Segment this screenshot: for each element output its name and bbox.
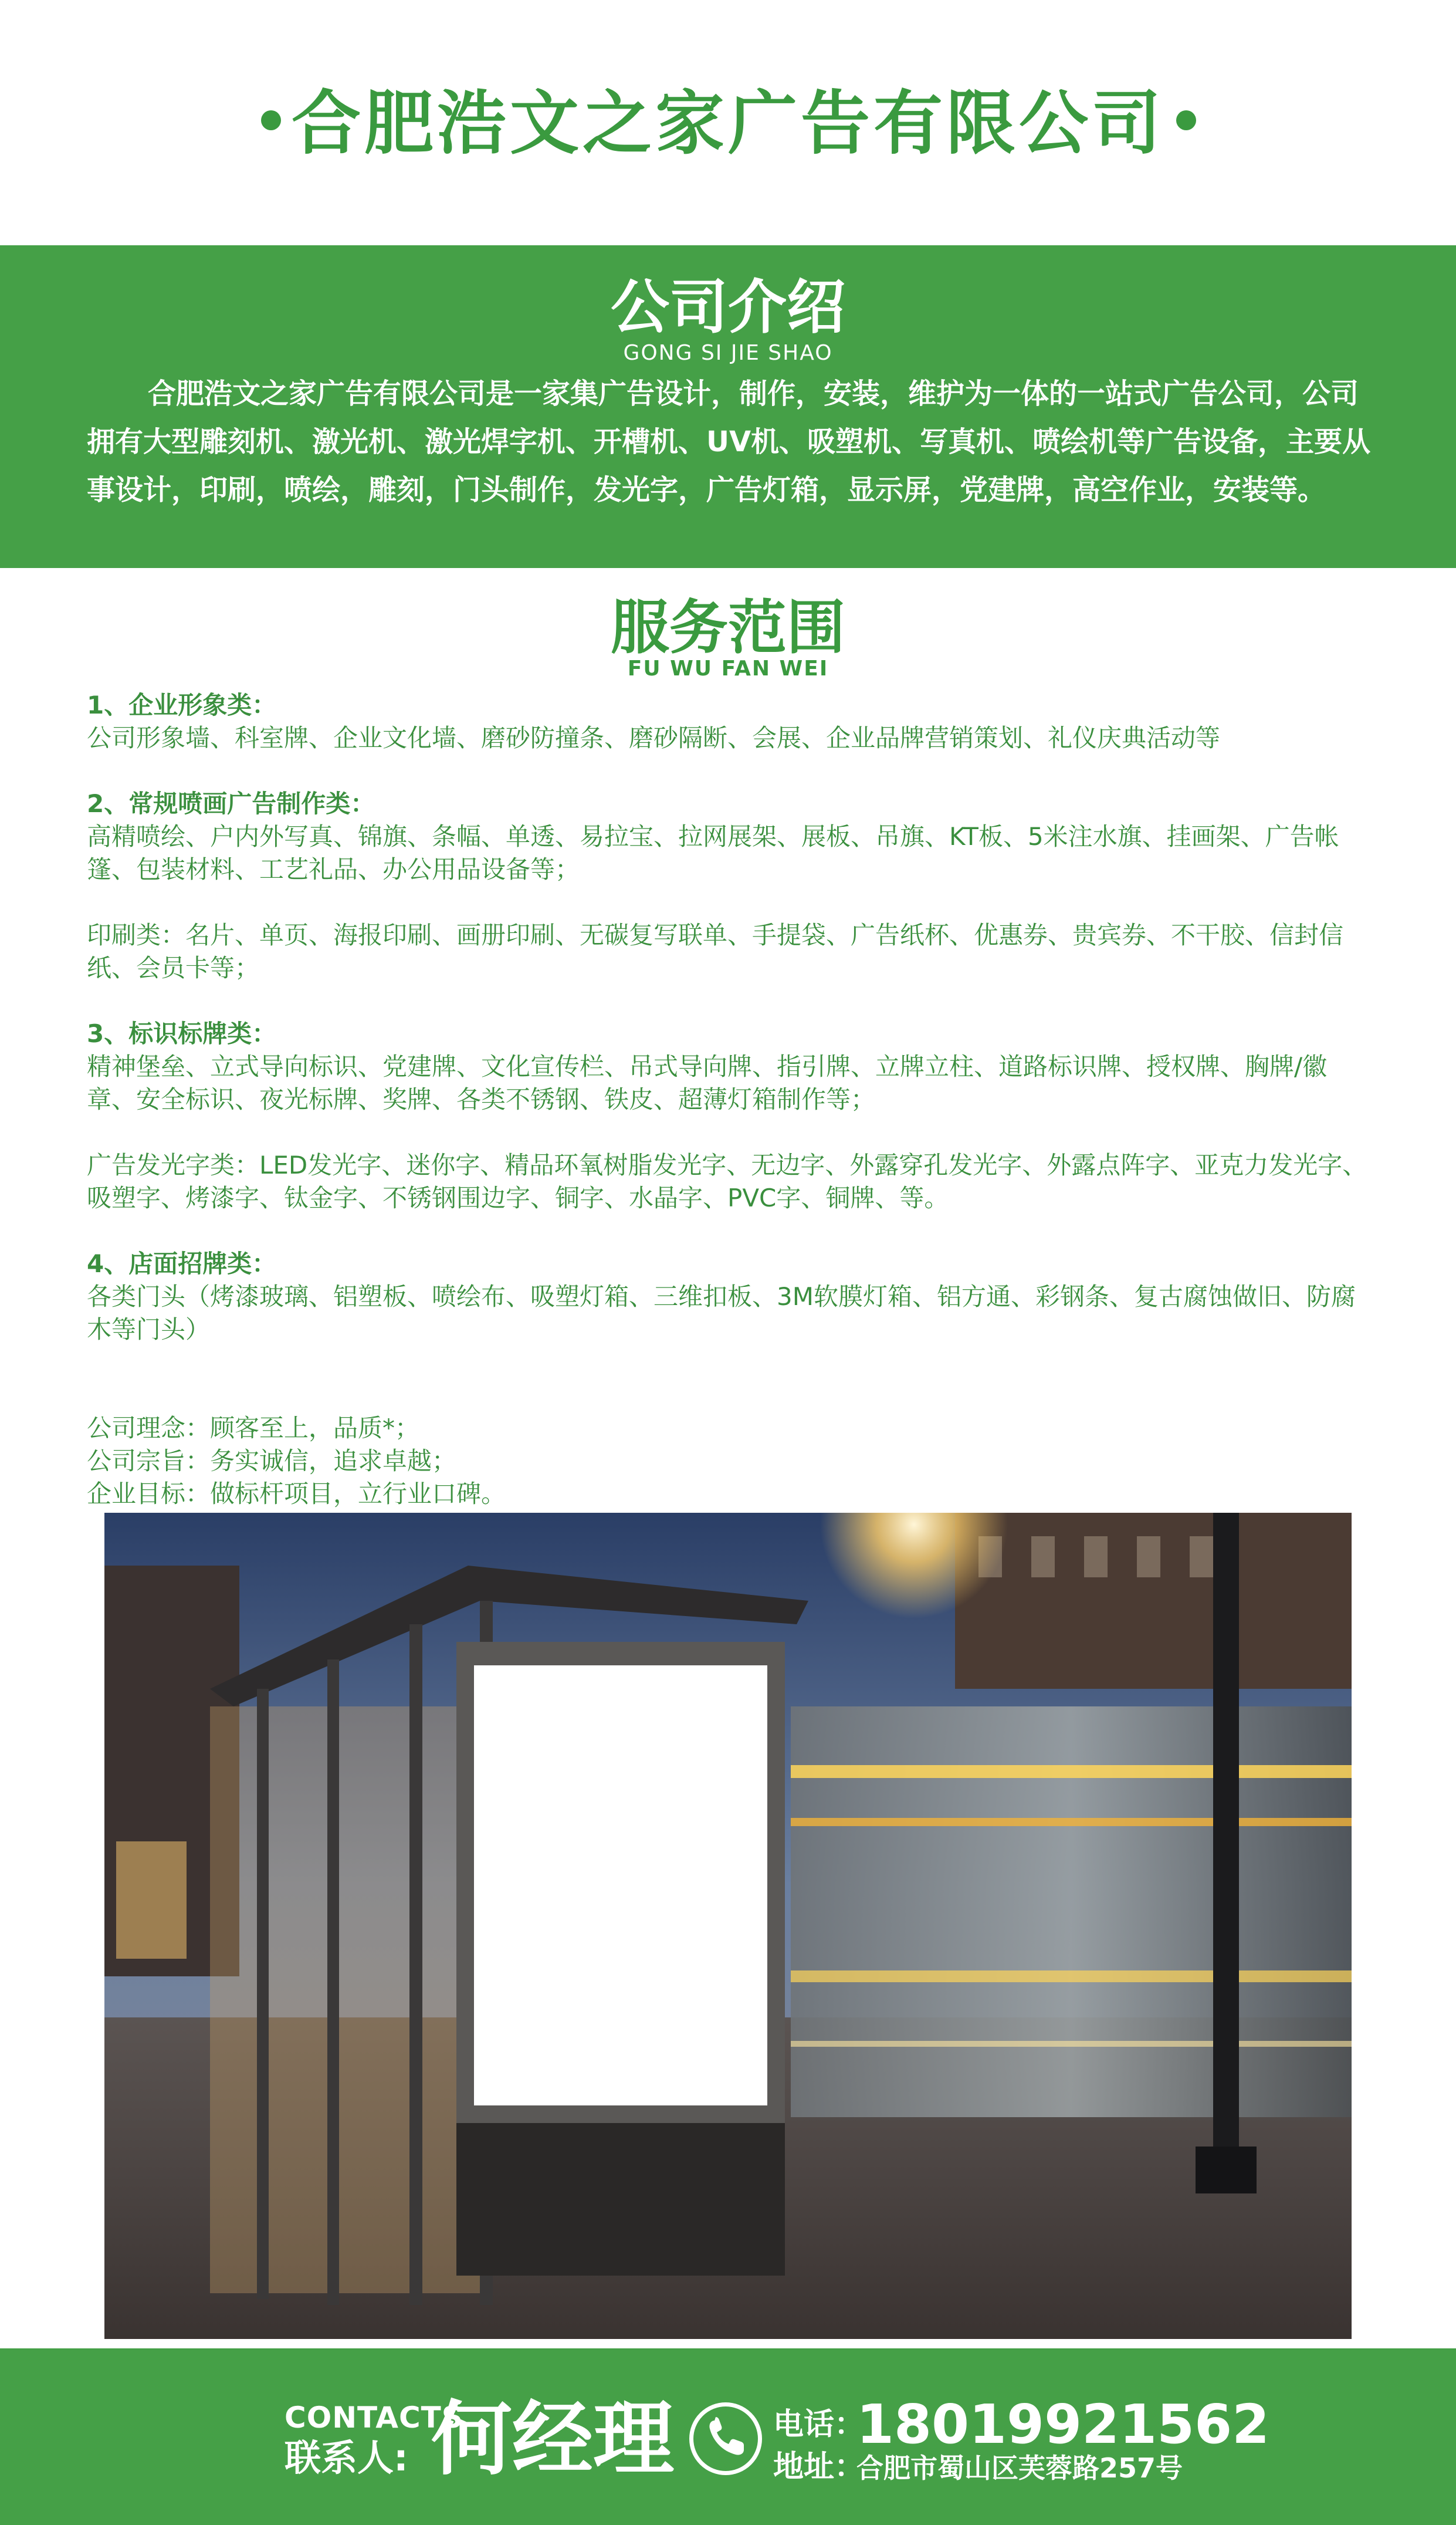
service-text: 公司形象墙、科室牌、企业文化墙、磨砂防撞条、磨砂隔断、会展、企业品牌营销策划、礼仪庆典活动等 [87, 724, 1221, 752]
motto-line: 企业目标：做标杆项目，立行业口碑。 [87, 1479, 506, 1508]
intro-title: 公司介绍 [611, 273, 845, 342]
address-text: 合肥市蜀山区芙蓉路257号 [856, 2452, 1183, 2484]
contacts-label-cn: 联系人: [285, 2436, 408, 2479]
company-title: 合肥浩文之家广告有限公司 [291, 83, 1164, 164]
contacts-label-en: CONTACTS [285, 2401, 463, 2435]
service-block [87, 787, 1372, 886]
page-header [0, 0, 1456, 245]
intro-section [0, 245, 1456, 568]
service-heading: 2、常规喷画广告制作类： [87, 789, 375, 818]
service-heading: 3、标识标牌类： [87, 1019, 277, 1048]
service-block [87, 1018, 1372, 1116]
bullet-dot-icon [1176, 110, 1196, 130]
service-text: 广告发光字类：LED发光字、迷你字、精品环氧树脂发光字、无边字、外露穿孔发光字、外露点阵字、亚克力发光字、吸塑字、烤漆字、钛金字、不锈钢围边字、铜字、水晶字、PVC字、铜牌、等。 [87, 1151, 1367, 1212]
service-block [87, 919, 1372, 985]
services-title: 服务范围 [611, 593, 845, 662]
contact-footer [0, 2348, 1456, 2525]
tel-label: 电话： [773, 2407, 865, 2442]
service-block [87, 1149, 1372, 1215]
service-heading: 4、店面招牌类： [87, 1249, 277, 1278]
address-label: 地址： [773, 2449, 865, 2485]
service-text: 印刷类：名片、单页、海报印刷、画册印刷、无碳复写联单、手提袋、广告纸杯、优惠券、贵宾券、不干胶、信封信纸、会员卡等； [87, 921, 1344, 982]
service-text: 各类门头（烤漆玻璃、铝塑板、喷绘布、吸塑灯箱、三维扣板、3M软膜灯箱、铝方通、彩钢条、复古腐蚀做旧、防腐木等门头） [87, 1282, 1356, 1344]
services-body [87, 689, 1372, 1510]
company-motto [87, 1412, 1372, 1510]
intro-subtitle: GONG SI JIE SHAO [623, 341, 833, 365]
motto-line: 公司理念：顾客至上，品质*； [87, 1414, 420, 1442]
phone-glyph [693, 2406, 758, 2471]
phone-icon [689, 2402, 762, 2475]
intro-text: 合肥浩文之家广告有限公司是一家集广告设计，制作，安装，维护为一体的一站式广告公司，公司拥有大型雕刻机、激光机、激光焊字机、开槽机、UV机、吸塑机、写真机、喷绘机等广告设备，主要从事设计，印刷，喷绘，雕刻，门头制作，发光字，广告灯箱，显示屏，党建牌，高空作业，安装等。 [87, 377, 1371, 506]
service-text: 精神堡垒、立式导向标识、党建牌、文化宣传栏、吊式导向牌、指引牌、立牌立柱、道路标识牌、授权牌、胸牌/徽章、安全标识、夜光标牌、奖牌、各类不锈钢、铁皮、超薄灯箱制作等； [87, 1052, 1328, 1114]
motto-line: 公司宗旨：务实诚信，追求卓越； [87, 1446, 457, 1475]
service-block [87, 1248, 1372, 1346]
contact-name: 何经理 [431, 2392, 675, 2486]
bus-shelter-photo [104, 1513, 1352, 2339]
service-heading: 1、企业形象类： [87, 691, 277, 719]
service-block [87, 689, 1372, 755]
tel-number: 18019921562 [856, 2393, 1270, 2456]
service-text: 高精喷绘、户内外写真、锦旗、条幅、单透、易拉宝、拉网展架、展板、吊旗、KT板、5米注水旗、挂画架、广告帐篷、包装材料、工艺礼品、办公用品设备等； [87, 822, 1339, 884]
services-subtitle: FU WU FAN WEI [627, 657, 829, 681]
bus-shelter-illustration [104, 1513, 1352, 2339]
